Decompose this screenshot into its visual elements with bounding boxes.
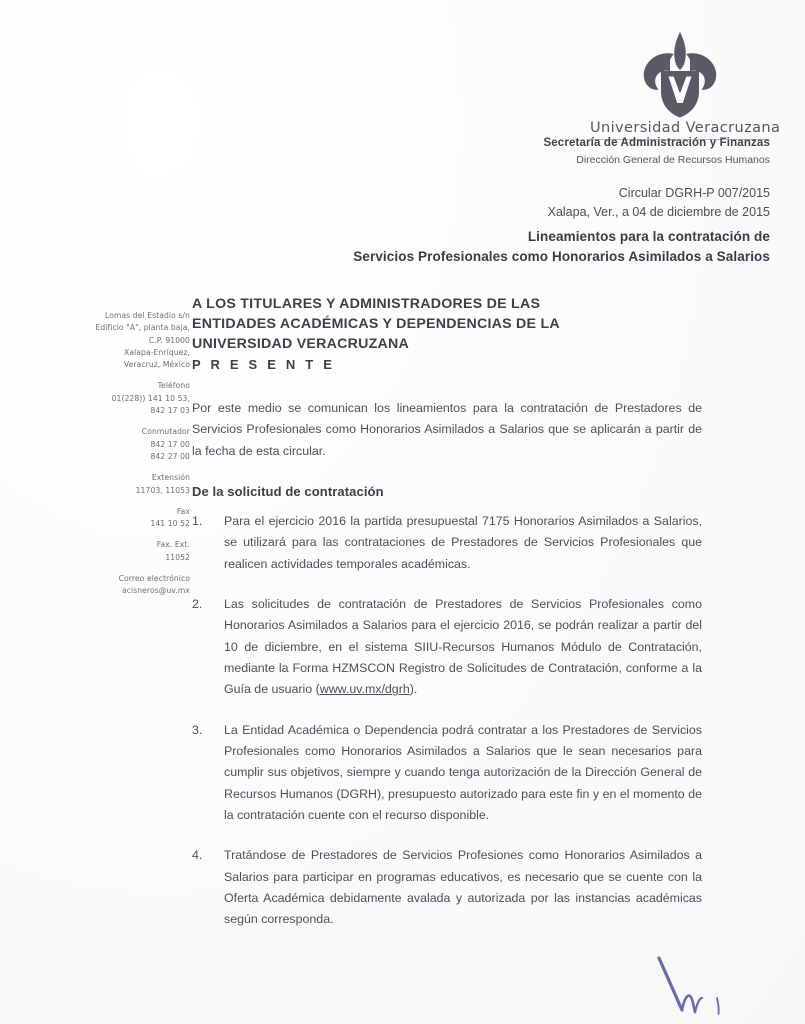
contact-group-label: Fax. Ext. [156, 540, 190, 550]
contact-group [62, 472, 190, 497]
contact-group [62, 310, 190, 371]
addressee-presente: P R E S E N T E [192, 357, 336, 373]
document-title-line-1: Lineamientos para la contratación de [527, 228, 770, 244]
addressee-line-2: ENTIDADES ACADÉMICAS Y DEPENDENCIAS DE LA [192, 316, 560, 333]
contact-group [62, 539, 190, 564]
contact-group-value: 01(228)) 141 10 53, [111, 393, 190, 403]
clause-item [192, 594, 702, 701]
dgrh-guide-link[interactable]: www.uv.mx/dgrh [319, 682, 410, 697]
contact-group-label: Fax [176, 506, 190, 516]
contact-group [62, 573, 190, 598]
circular-header-block [210, 184, 770, 267]
clause-number: 1. [192, 513, 203, 528]
addressee-line-3: UNIVERSIDAD VERACRUZANA [192, 336, 409, 353]
clause-text: La Entidad Académica o Dependencia podrá contratar a los Prestadores de Servicios Profesionales como Honorarios Asimilados a Salarios que le sean necesarios para cumplir sus objetivos, siempre y cuando tenga autorización de la Dirección General de Recursos Humanos (DGRH), presupuesto autorizado para este fin y en el momento de la contratación cuente con el recurso disponible. [224, 722, 702, 822]
department-primary-label: Secretaría de Administración y Finanzas [543, 137, 770, 149]
contact-group-value: 842 17 03 [150, 406, 190, 416]
contact-group-value: acisneros@uv.mx [121, 586, 190, 596]
contact-sidebar [62, 310, 190, 607]
contact-group-label: Extensión [151, 473, 190, 483]
clause-text-before-link: Las solicitudes de contratación de Prestadores de Servicios Profesionales como Honorarios Asimilados a Salarios para el ejercicio 2016, se podrán realizar a partir del 10 de diciembre, en el sistema SIIU-Recursos Humanos Módulo de Contratación, mediante la Forma HZMSCON Registro de Solicitudes de Contratación, conforme a la Guía de usuario ( [224, 596, 702, 697]
contact-group-value: Veracruz, México [123, 360, 190, 370]
addressee-line-1: A LOS TITULARES Y ADMINISTRADORES DE LAS [192, 296, 541, 312]
contact-group-value: Xalapa-Enríquez, [124, 347, 190, 357]
circular-id: Circular DGRH-P 007/2015 [618, 186, 770, 200]
circular-date: Xalapa, Ver., a 04 de diciembre de 2015 [547, 205, 770, 220]
document-body [192, 398, 702, 950]
clause-item [192, 720, 702, 827]
clause-text-after-link: ). [409, 682, 418, 697]
contact-group [62, 380, 190, 417]
department-secondary-label: Dirección General de Recursos Humanos [576, 153, 770, 166]
clause-list [192, 511, 702, 931]
contact-group-value: 11052 [165, 552, 190, 562]
intro-paragraph: Por este medio se comunican los lineamientos para la contratación de Prestadores de Servicios Profesionales como Honorarios Asimilados a Salarios que se aplicarán a partir de la fecha de esta circular. [192, 401, 702, 458]
contact-group-value: 141 10 52 [150, 519, 190, 529]
contact-group-value: 11703, 11053 [135, 485, 190, 495]
department-block [250, 136, 770, 168]
letterhead-logo-block [590, 30, 781, 140]
section-heading: De la solicitud de contratación [192, 483, 384, 499]
university-wordmark: Universidad Veracruzana [590, 120, 781, 136]
clause-number: 4. [192, 848, 203, 863]
contact-group-value: Lomas del Estadio s/n [105, 311, 190, 320]
fleur-de-lis-shield-logo-icon [630, 30, 730, 118]
contact-group [62, 506, 190, 531]
clause-number: 2. [192, 596, 203, 611]
contact-group-label: Correo electrónico [118, 574, 190, 584]
document-title-line-2: Servicios Profesionales como Honorarios Asimilados a Salarios [353, 249, 770, 264]
handwritten-signature-mark [637, 952, 747, 1024]
clause-text: Para el ejercicio 2016 la partida presupuestal 7175 Honorarios Asimilados a Salarios, se utilizará para las contrataciones de Prestadores de Servicios Profesionales que realicen actividades temporales académicas. [224, 513, 702, 571]
clause-text: Tratándose de Prestadores de Servicios Profesiones como Honorarios Asimilados a Salarios para participar en programas educativos, es necesario que se cuente con la Oferta Académica debidamente avalada y autorizada por las instancias académicas según corresponda. [224, 848, 702, 927]
contact-group-value: C.P. 91000 [148, 335, 190, 345]
contact-group-value: 842 27 00 [150, 451, 190, 461]
addressee-block [192, 294, 712, 376]
contact-group [62, 426, 190, 463]
clause-item [192, 511, 702, 575]
contact-group-value: 842 17 00 [150, 439, 190, 449]
contact-group-label: Conmutador [141, 427, 190, 437]
contact-group-value: Edificio "A", planta baja, [95, 323, 190, 333]
contact-group-label: Teléfono [157, 381, 190, 391]
clause-text [224, 597, 702, 696]
clause-number: 3. [192, 722, 203, 737]
clause-item [192, 845, 702, 930]
